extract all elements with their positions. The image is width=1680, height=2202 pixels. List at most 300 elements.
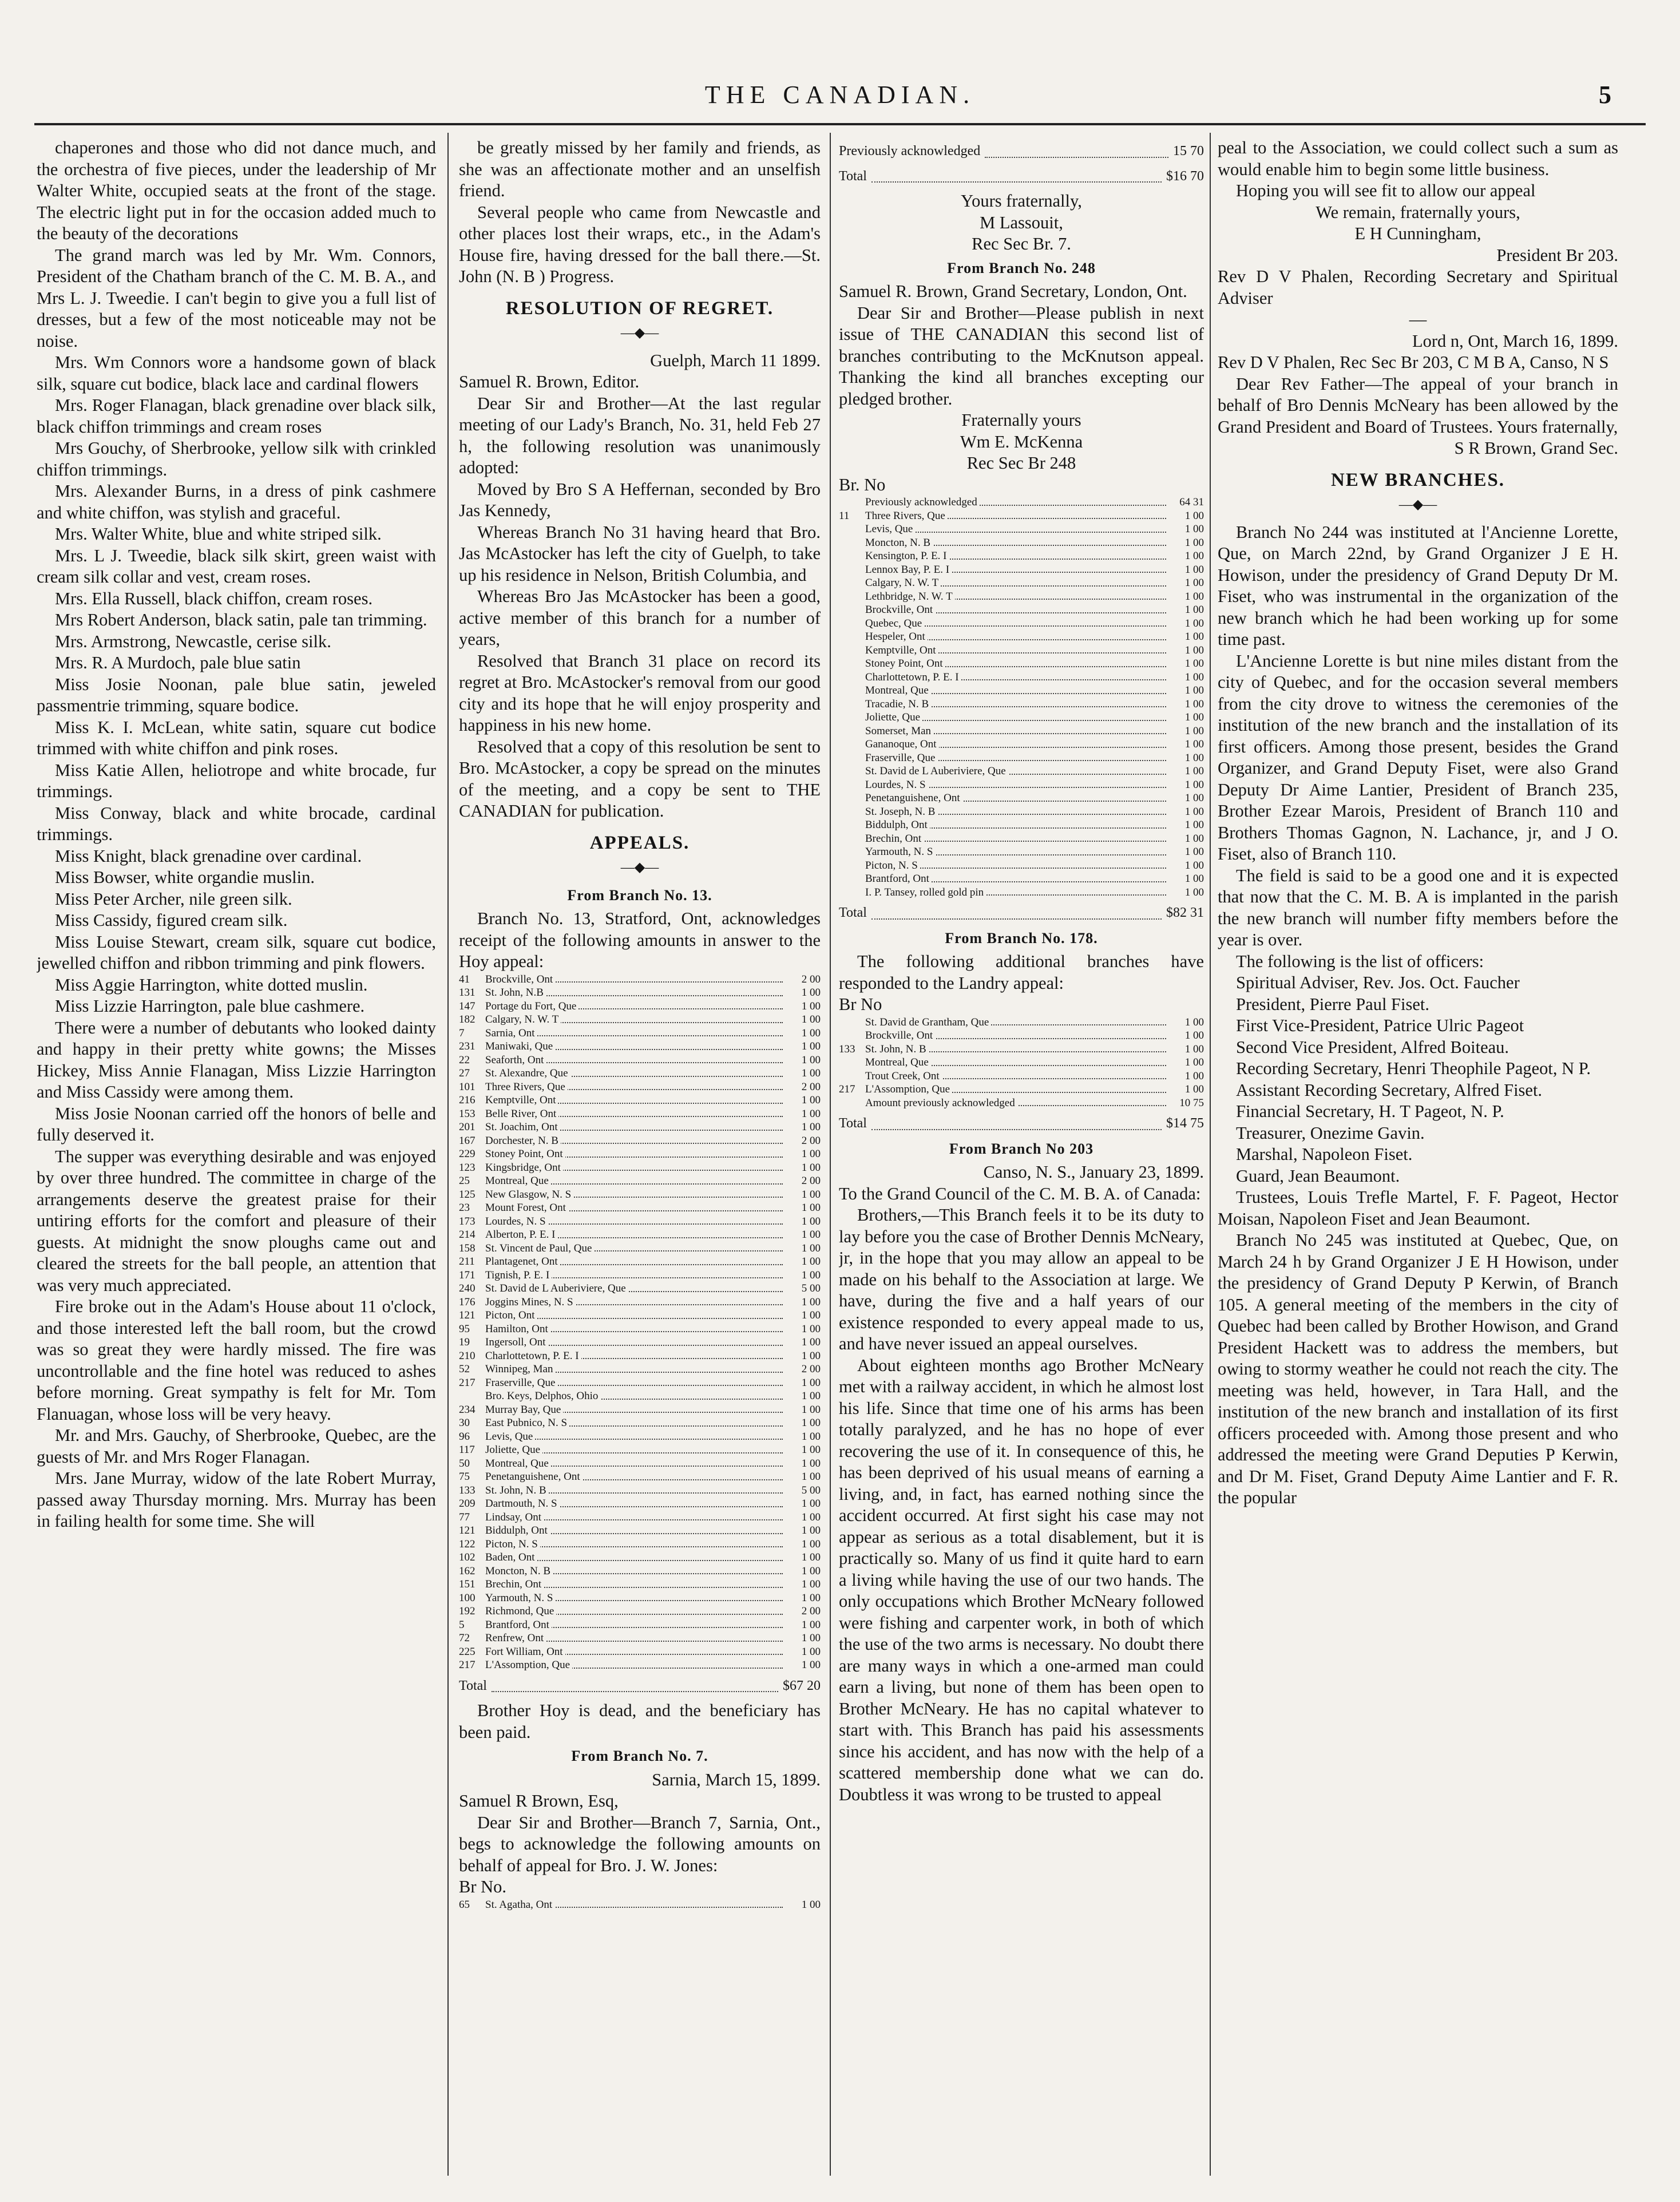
- branch-name-text: Kemptville, Ont: [485, 1094, 558, 1106]
- paragraph: Resolved that Branch 31 place on record its regret at Bro. McAstocker's removal from our good city and its hope that he will enjoy prosperity and happiness in his new home.: [459, 651, 821, 735]
- dateline: Lord n, Ont, March 16, 1899.: [1412, 331, 1618, 351]
- branch-name: [485, 1080, 785, 1094]
- paragraph: There were a number of debutants who looked dainty and happy in their pretty white gowns; the Misses Hickey, Miss Annie Flanagan, Miss Lizzie Harrington and Miss Cassidy were among them.: [37, 1017, 436, 1102]
- branch-name-text: Lennox Bay, P. E. I: [865, 564, 952, 576]
- branch-name: [865, 576, 1168, 590]
- branch-name: [865, 617, 1168, 631]
- branch-name: [485, 1120, 785, 1134]
- amount: 2 00: [801, 1134, 821, 1147]
- branch-number: [839, 1029, 865, 1043]
- ledger-row: [459, 986, 821, 1000]
- ledger-row: [459, 1376, 821, 1390]
- ledger-row: [459, 1296, 821, 1309]
- amount: 1 00: [1184, 819, 1204, 831]
- branch-number: 211: [459, 1256, 475, 1268]
- ledger-row: [459, 1403, 821, 1417]
- amount: 1 00: [801, 1578, 821, 1590]
- branch-name: [485, 1443, 785, 1457]
- paragraph: Trustees, Louis Trefle Martel, F. F. Pageot, Hector Moisan, Napoleon Fiset and Jean Beaumont.: [1218, 1187, 1618, 1229]
- ledger-row: [459, 1511, 821, 1524]
- ledger-row: [839, 872, 1204, 886]
- branch-name: [485, 1497, 785, 1511]
- branch-name: [865, 684, 1168, 698]
- branch-number: [839, 832, 865, 846]
- ledger-row: [839, 684, 1204, 698]
- paragraph: Dear Sir and Brother—Branch 7, Sarnia, Ont., begs to acknowledge the following amounts on behalf of appeal for Bro. J. W. Jones:: [459, 1812, 821, 1875]
- branch-number: 101: [459, 1080, 476, 1093]
- amount: 1 00: [801, 1309, 821, 1321]
- branch-name: [485, 1376, 785, 1390]
- total-label: Total: [839, 1116, 867, 1131]
- branch-number: [839, 791, 865, 805]
- paragraph: Mr. and Mrs. Gauchy, of Sherbrooke, Quebec, are the guests of Mr. and Mrs Roger Flanagan.: [37, 1425, 436, 1467]
- branch-number: 217: [839, 1083, 855, 1095]
- paragraph: Moved by Bro S A Heffernan, seconded by Bro Jas Kennedy,: [459, 479, 821, 520]
- ledger-row: [459, 1898, 821, 1912]
- paragraph: peal to the Association, we could collect such a sum as would enable him to begin some little business.: [1218, 138, 1618, 179]
- paragraph: Resolved that a copy of this resolution be sent to Bro. McAstocker, a copy be spread on the minutes of the meeting, and a copy be sent to THE CANADIAN for publication.: [459, 736, 821, 821]
- paragraph: chaperones and those who did not dance much, and the orchestra of five pieces, under the leadership of Mr Walter White, occupied seats at the front of the stage. The electric light put in for the occasion added much to the beauty of the decorations: [37, 138, 436, 243]
- branch-name-text: Tignish, P. E. I: [485, 1269, 552, 1281]
- paragraph: Mrs. Alexander Burns, in a dress of pink cashmere and white chiffon, was stylish and graceful.: [37, 481, 436, 522]
- branch-name: [485, 1013, 785, 1027]
- branch-number: [839, 805, 865, 819]
- total-line: [839, 141, 1204, 163]
- amount: 1 00: [801, 1898, 821, 1911]
- ledger-row: [459, 1120, 821, 1134]
- paragraph: Miss Knight, black grenadine over cardinal.: [55, 846, 362, 866]
- ledger-row: [459, 1538, 821, 1551]
- branch-number: 173: [459, 1215, 476, 1227]
- heading-ornament: —◆—: [1398, 497, 1437, 512]
- branch-name: [485, 1242, 785, 1256]
- paragraph: Branch No 245 was instituted at Quebec, Que, on March 24 h by Grand Organizer J E H Howison, under the presidency of Grand Deputy P Kerwin, of Branch 105. A general meeting of the members in the city of Quebec had been called by Brother Howison, and Grand President Hackett was to address the members, but owing to stormy weather he could not reach the city. The meeting was held, however, in Tara Hall, and the institution of the new branch and installation of its first officers proceeded with. Among those present and who addressed the meeting were Grand Deputies P Kerwin, and Dr M. Fiset, Grand Deputy Aime Lantier and F. R. the popular: [1218, 1230, 1618, 1507]
- ledger-row: [459, 1631, 821, 1645]
- branch-name-text: Fraserville, Que: [485, 1377, 557, 1389]
- ledger-row: [839, 845, 1204, 859]
- branch-name: [485, 1000, 785, 1013]
- branch-name: [865, 886, 1168, 900]
- branch-name-text: Joliette, Que: [485, 1444, 542, 1456]
- paragraph: Brother Hoy is dead, and the beneficiary has been paid.: [459, 1701, 821, 1742]
- branch-name: [485, 1631, 785, 1645]
- branch-name: [485, 1578, 785, 1591]
- branch-number: [839, 1016, 865, 1029]
- branch-name-text: Maniwaki, Que: [485, 1040, 555, 1052]
- branch-name: [485, 1403, 785, 1417]
- amount: 1 00: [801, 1148, 821, 1160]
- paragraph: Marshal, Napoleon Fiset.: [1236, 1144, 1413, 1164]
- branch-number: [839, 671, 865, 684]
- branch-number: [839, 576, 865, 590]
- branch-number: [839, 536, 865, 550]
- signature-line: M Lassouit,: [980, 212, 1063, 232]
- ledger-row: [459, 1416, 821, 1430]
- total-line: [839, 902, 1204, 924]
- branch-name-text: Brantford, Ont: [865, 873, 932, 885]
- branch-number: 240: [459, 1282, 476, 1294]
- ledger-row: [839, 657, 1204, 671]
- branch-number: 121: [459, 1309, 476, 1321]
- amount: 1 00: [801, 1336, 821, 1348]
- section-heading: RESOLUTION OF REGRET.: [505, 298, 774, 319]
- branch-name: [865, 1016, 1168, 1029]
- branch-number: [839, 859, 865, 873]
- branch-number: 121: [459, 1524, 476, 1536]
- ledger-row: [459, 1242, 821, 1256]
- ledger-row: [839, 590, 1204, 604]
- branch-name-text: Bro. Keys, Delphos, Ohio: [485, 1390, 600, 1402]
- branch-name: [485, 1898, 785, 1912]
- paragraph: Treasurer, Onezime Gavin.: [1236, 1123, 1425, 1143]
- ledger-row: [459, 1040, 821, 1054]
- branch-name: [485, 1215, 785, 1229]
- branch-name-text: St. Agatha, Ont: [485, 1899, 554, 1911]
- paragraph: Miss Peter Archer, nile green silk.: [55, 889, 292, 909]
- paragraph: Mrs. Ella Russell, black chiffon, cream roses.: [55, 588, 373, 608]
- branch-name-text: Murray Bay, Que: [485, 1404, 563, 1416]
- branch-name: [865, 859, 1168, 873]
- ledger-row: [459, 1094, 821, 1107]
- paragraph: Spiritual Adviser, Rev. Jos. Oct. Faucher: [1236, 973, 1520, 992]
- amount: 1 00: [1184, 658, 1204, 670]
- paragraph: Dear Sir and Brother—Please publish in next issue of THE CANADIAN this second list of branches contributing to the McKnutson appeal. Thanking the kind all branches excepting our pledged brother.: [839, 303, 1204, 409]
- ledger-row: [839, 563, 1204, 577]
- branch-number: 131: [459, 987, 476, 999]
- ledger-row: [459, 1215, 821, 1229]
- ledger-row: [839, 1070, 1204, 1083]
- amount: 1 00: [801, 1242, 821, 1254]
- branch-name: [485, 1201, 785, 1215]
- branch-name-text: New Glasgow, N. S: [485, 1189, 573, 1201]
- masthead: [34, 80, 1646, 114]
- branch-name-text: Picton, N. S: [485, 1538, 540, 1550]
- paragraph: Rev D V Phalen, Recording Secretary and Spiritual Adviser: [1218, 267, 1618, 308]
- ledger-row: [459, 1658, 821, 1672]
- amount: 1 00: [801, 1417, 821, 1429]
- paragraph: Recording Secretary, Henri Theophile Pageot, N P.: [1236, 1059, 1591, 1078]
- ledger-row: [839, 1016, 1204, 1029]
- ledger-row: [459, 1174, 821, 1188]
- branch-name-text: Dartmouth, N. S: [485, 1498, 560, 1510]
- amount: 1 00: [801, 1188, 821, 1201]
- ledger-row: [459, 1430, 821, 1444]
- amount: 1 00: [801, 1256, 821, 1268]
- ledger-row: [839, 778, 1204, 792]
- paragraph: Mrs. Jane Murray, widow of the late Robert Murray, passed away Thursday morning. Mrs. Murray has been in failing health for some time. She will: [37, 1468, 436, 1531]
- column-divider: [1210, 133, 1211, 2176]
- paragraph: The supper was everything desirable and was enjoyed by over three hundred. The committee in charge of the arrangements deserve the greatest praise for their untiring efforts for the comfort and pleasure of their guests. At midnight the snow ploughs came out and cleared the streets for the ball people, an attention that was very much appreciated.: [37, 1146, 436, 1295]
- branch-name: [865, 872, 1168, 886]
- column-divider: [830, 133, 831, 2176]
- branch-name-text: Calgary, N. W. T: [865, 577, 941, 589]
- page-number: 5: [1599, 81, 1611, 109]
- branch-name: [865, 496, 1168, 509]
- amount: 1 00: [801, 1349, 821, 1362]
- branch-name: [485, 1416, 785, 1430]
- branch-name-text: L'Assomption, Que: [485, 1659, 572, 1671]
- amount: 1 00: [1184, 832, 1204, 845]
- branch-number: [839, 617, 865, 631]
- amount: 1 00: [801, 1403, 821, 1416]
- subheading: From Branch No 203: [949, 1140, 1094, 1157]
- branch-number: 125: [459, 1188, 476, 1201]
- paragraph: Samuel R. Brown, Grand Secretary, London, Ont.: [839, 282, 1187, 301]
- branch-name-text: Joliette, Que: [865, 711, 922, 723]
- branch-name: [485, 1094, 785, 1107]
- branch-number: 122: [459, 1538, 476, 1550]
- ledger-row: [459, 1080, 821, 1094]
- branch-name: [485, 1269, 785, 1282]
- amount: 1 00: [1184, 738, 1204, 750]
- branch-name-text: St. John, N.B: [485, 987, 546, 999]
- branch-number: [839, 845, 865, 859]
- ledger-row: [839, 751, 1204, 765]
- ledger-row: [459, 1497, 821, 1511]
- branch-name-text: Alberton, P. E. I: [485, 1229, 557, 1241]
- ledger-row: [459, 1389, 821, 1403]
- amount: 1 00: [1184, 563, 1204, 576]
- paragraph: Miss Louise Stewart, cream silk, square cut bodice, jewelled chiffon and ribbon trimming and pink flowers.: [37, 932, 436, 973]
- paragraph: Brothers,—This Branch feels it to be its duty to lay before you the case of Brother Dennis McNeary, jr, in the hope that you may allow an appeal to be made on his behalf to the Association at large. We have, during the five and a half years of our existence responded to every appeal made to us, and have never issued an appeal ourselves.: [839, 1205, 1204, 1353]
- ledger-row: [459, 1470, 821, 1484]
- branch-name-text: Brechin, Ont: [865, 833, 924, 845]
- amount: 2 00: [801, 973, 821, 985]
- total-amount: 15 70: [1173, 144, 1204, 159]
- ledger-row: [459, 1591, 821, 1605]
- branch-name-text: Picton, Ont: [485, 1309, 537, 1321]
- paragraph: Miss Josie Noonan, pale blue satin, jeweled passmentrie trimming, square bodice.: [37, 674, 436, 715]
- branch-name: [865, 536, 1168, 550]
- branch-number: 11: [839, 509, 850, 522]
- branch-name-text: Moncton, N. B: [485, 1565, 553, 1577]
- branch-number: [839, 711, 865, 724]
- branch-name-text: Somerset, Man: [865, 725, 933, 737]
- amount: 1 00: [1184, 805, 1204, 818]
- branch-name-text: Moncton, N. B: [865, 537, 933, 549]
- amount: 1 00: [1184, 846, 1204, 858]
- branch-name: [865, 590, 1168, 604]
- branch-number: [839, 778, 865, 792]
- branch-name: [485, 1591, 785, 1605]
- amount: 1 00: [801, 1107, 821, 1120]
- section-heading: NEW BRANCHES.: [1330, 469, 1505, 490]
- branch-number: [839, 872, 865, 886]
- branch-name-text: Hamilton, Ont: [485, 1323, 550, 1335]
- branch-name-text: Tracadie, N. B: [865, 698, 931, 710]
- subheading: From Branch No. 248: [947, 259, 1096, 276]
- branch-name-text: Belle River, Ont: [485, 1108, 558, 1120]
- branch-name-text: Fraserville, Que: [865, 752, 937, 764]
- paragraph: The following is the list of officers:: [1236, 951, 1484, 971]
- ledger-row: [839, 549, 1204, 563]
- branch-name-text: I. P. Tansey, rolled gold pin: [865, 886, 986, 898]
- dot-leader: [871, 166, 1162, 183]
- ledger-row: [839, 832, 1204, 846]
- branch-name: [485, 1147, 785, 1161]
- section-heading: APPEALS.: [589, 832, 690, 853]
- branch-number: [839, 496, 865, 509]
- paragraph: be greatly missed by her family and friends, as she was an affectionate mother and an unselfish friend.: [459, 138, 821, 200]
- branch-number: 75: [459, 1471, 470, 1483]
- ledger-table: [459, 1898, 821, 1912]
- branch-name-text: Yarmouth, N. S: [485, 1592, 555, 1604]
- branch-name: [485, 1565, 785, 1578]
- branch-name-text: St. Joseph, N. B: [865, 806, 937, 818]
- amount: 1 00: [801, 1040, 821, 1052]
- amount: 1 00: [801, 1632, 821, 1644]
- amount: 1 00: [801, 1498, 821, 1510]
- branch-number: [839, 818, 865, 832]
- branch-name: [865, 1070, 1168, 1083]
- branch-name: [485, 1282, 785, 1296]
- ledger-row: [459, 1269, 821, 1282]
- ledger-row: [839, 724, 1204, 738]
- amount: 1 00: [801, 1054, 821, 1066]
- branch-number: [839, 630, 865, 644]
- paragraph: Several people who came from Newcastle and other places lost their wraps, etc., in the Adam's House fire, having dressed for the ball there.—St. John (N. B ) Progress.: [459, 202, 821, 286]
- branch-name: [865, 832, 1168, 846]
- branch-number: [839, 1070, 865, 1083]
- branch-name-text: Montreal, Que: [485, 1175, 551, 1187]
- amount: 1 00: [1184, 698, 1204, 710]
- ledger-row: [839, 617, 1204, 631]
- branch-name-text: Dorchester, N. B: [485, 1135, 561, 1147]
- amount: 1 00: [1184, 886, 1204, 898]
- branch-number: [839, 1096, 865, 1110]
- amount: 1 00: [1184, 671, 1204, 683]
- amount: 1 00: [1184, 751, 1204, 764]
- paragraph: Mrs. Roger Flanagan, black grenadine over black silk, black chiffon trimmings and cream roses: [37, 395, 436, 437]
- ledger-row: [459, 1188, 821, 1202]
- amount: 1 00: [801, 1067, 821, 1079]
- ledger-row: [839, 671, 1204, 684]
- branch-name: [485, 1538, 785, 1551]
- branch-name: [485, 1067, 785, 1080]
- ledger-row: [459, 1067, 821, 1080]
- ledger-row: [459, 973, 821, 987]
- ledger-row: [839, 886, 1204, 900]
- amount: 5 00: [801, 1282, 821, 1294]
- ledger-row: [459, 1524, 821, 1538]
- ledger-row: [459, 1322, 821, 1336]
- branch-name-text: St. David de L Auberiviere, Que: [485, 1282, 628, 1294]
- ledger-row: [839, 1029, 1204, 1043]
- total-line: [839, 166, 1204, 188]
- ledger-row: [459, 1565, 821, 1578]
- branch-name-text: Stoney Point, Ont: [865, 658, 945, 670]
- branch-name: [485, 1336, 785, 1349]
- branch-number: 217: [459, 1376, 476, 1389]
- ledger-row: [459, 1551, 821, 1565]
- ledger-row: [839, 536, 1204, 550]
- branch-number: [839, 751, 865, 765]
- branch-number: [839, 886, 865, 900]
- branch-name: [485, 1658, 785, 1672]
- branch-name-text: Brockville, Ont: [865, 1029, 935, 1041]
- branch-number: 151: [459, 1578, 476, 1590]
- total-amount: $16 70: [1166, 168, 1204, 184]
- branch-number: [839, 738, 865, 751]
- branch-name-text: Penetanguishene, Ont: [865, 792, 962, 804]
- total-label: Total: [839, 905, 867, 920]
- branch-name: [485, 1309, 785, 1322]
- branch-name: [485, 1188, 785, 1202]
- branch-name-text: Biddulph, Ont: [865, 819, 930, 831]
- branch-name-text: St. John, N. B: [485, 1484, 549, 1496]
- amount: 1 00: [801, 1524, 821, 1536]
- amount: 1 00: [801, 1430, 821, 1443]
- branch-name: [485, 1430, 785, 1444]
- paragraph: L'Ancienne Lorette is but nine miles distant from the city of Quebec, and for the occasion several members from the city drove to witness the ceremonies of the institution of the new branch and the installation of its first officers. Among those present, besides the Grand Organizer, and Grand Deputy Fiset, were also Grand Deputy Dr Aime Lantier, President of Branch 235, Brother Ezear Marois, President of Branch 110 and Brothers Thomas Gagnon, N. Lachance, jr, and J O. Fiset, also of Branch 110.: [1218, 651, 1618, 864]
- signature-line: We remain, fraternally yours,: [1316, 202, 1520, 222]
- branch-name-text: St. David de L Auberiviere, Que: [865, 765, 1008, 777]
- total-label: Total: [459, 1678, 487, 1693]
- ledger-row: [459, 1054, 821, 1067]
- dateline: President Br 203.: [1496, 245, 1618, 265]
- amount: 1 00: [801, 1618, 821, 1631]
- branch-number: [839, 1056, 865, 1070]
- amount: 64 31: [1179, 496, 1204, 508]
- branch-name: [865, 765, 1168, 778]
- branch-number: 41: [459, 973, 470, 985]
- branch-name-text: Brockville, Ont: [865, 604, 935, 616]
- ledger-row: [459, 1363, 821, 1376]
- amount: 1 00: [801, 1000, 821, 1012]
- branch-name: [485, 1161, 785, 1175]
- paragraph: Mrs Gouchy, of Sherbrooke, yellow silk with crinkled chiffon trimmings.: [37, 438, 436, 480]
- amount: 1 00: [801, 1645, 821, 1658]
- branch-name: [865, 1043, 1168, 1056]
- branch-name: [865, 657, 1168, 671]
- paragraph: Samuel R Brown, Esq,: [459, 1791, 619, 1811]
- branch-number: [459, 1389, 485, 1403]
- branch-name-text: St. John, N. B: [865, 1043, 929, 1055]
- branch-name-text: Hespeler, Ont: [865, 631, 928, 643]
- column-2: [459, 137, 821, 2175]
- branch-name: [485, 1296, 785, 1309]
- paragraph: President, Pierre Paul Fiset.: [1236, 994, 1430, 1014]
- amount: 1 00: [1184, 724, 1204, 737]
- amount: 1 00: [801, 1659, 821, 1671]
- branch-name-text: Calgary, N. W. T: [485, 1013, 561, 1025]
- branch-number: 50: [459, 1457, 470, 1470]
- amount: 1 00: [801, 1511, 821, 1523]
- subheading: From Branch No. 7.: [571, 1748, 708, 1764]
- amount: 2 00: [801, 1363, 821, 1375]
- branch-name-text: Montreal, Que: [485, 1458, 551, 1470]
- branch-number: 77: [459, 1511, 470, 1523]
- branch-number: 216: [459, 1094, 476, 1106]
- signature-line: —: [1409, 310, 1427, 329]
- branch-name: [485, 1107, 785, 1121]
- branch-number: 27: [459, 1067, 470, 1079]
- branch-name: [865, 549, 1168, 563]
- branch-name-text: St. Joachim, Ont: [485, 1121, 560, 1133]
- branch-number: 7: [459, 1027, 465, 1039]
- branch-number: 214: [459, 1229, 476, 1241]
- subheading: From Branch No. 13.: [567, 886, 712, 904]
- ledger-row: [459, 1201, 821, 1215]
- branch-name-text: St. David de Grantham, Que: [865, 1016, 991, 1028]
- amount: 1 00: [1184, 778, 1204, 791]
- branch-name: [865, 778, 1168, 792]
- amount: 1 00: [1184, 604, 1204, 616]
- amount: 1 00: [801, 1269, 821, 1281]
- branch-name-text: Brockville, Ont: [485, 973, 555, 985]
- total-amount: $67 20: [783, 1678, 821, 1693]
- branch-number: 210: [459, 1349, 476, 1362]
